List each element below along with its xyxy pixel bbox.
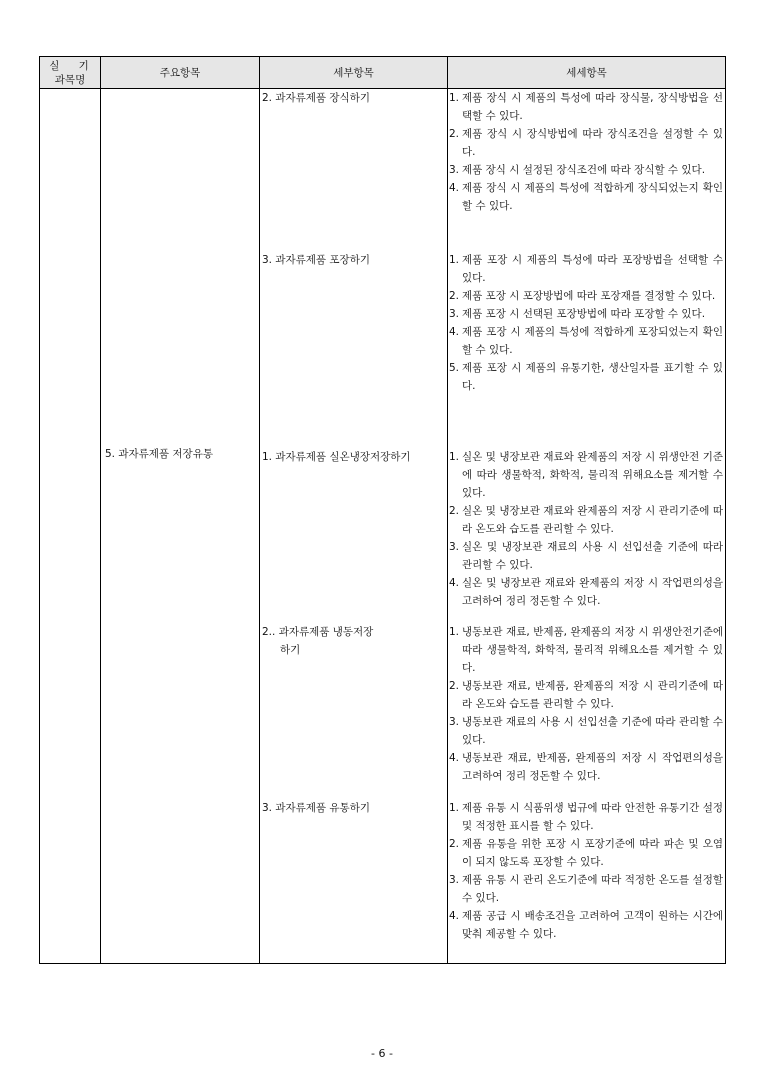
- detail-item: 3. 제품 유통 시 관리 온도기준에 따라 적정한 온도를 설정할 수 있다.: [449, 874, 723, 904]
- detail-item: 4. 실온 및 냉장보관 재료와 완제품의 저장 시 작업편의성을 고려하여 정리 정돈할 수 있다.: [449, 577, 723, 607]
- detail-group: [448, 623, 725, 785]
- detail-item: 5. 제품 포장 시 제품의 유통기한, 생산일자를 표기할 수 있다.: [449, 362, 723, 392]
- header-subject-line2: 과목명: [54, 73, 86, 86]
- sub-item-label: 3. 과자류제품 포장하기: [262, 254, 370, 266]
- detail-item: 3. 제품 포장 시 선택된 포장방법에 따라 포장할 수 있다.: [449, 308, 706, 320]
- detail-item: 4. 제품 공급 시 배송조건을 고려하여 고객이 원하는 시간에 맞춰 제공할 수 있다.: [449, 910, 723, 940]
- header-subject-line1: 실 기: [49, 59, 97, 72]
- main-item-cell: [101, 89, 260, 964]
- sub-item-cell: [260, 89, 448, 964]
- detail-item: 1. 제품 유통 시 식품위생 법규에 따라 안전한 유통기간 설정 및 적정한 표시를 할 수 있다.: [449, 802, 723, 832]
- sub-item: [262, 251, 370, 269]
- header-detail-item: 세세항목: [448, 57, 726, 89]
- detail-item-cell: [448, 89, 726, 964]
- detail-item: 3. 냉동보관 재료의 사용 시 선입선출 기준에 따라 관리할 수 있다.: [449, 716, 723, 746]
- detail-item: 4. 냉동보관 재료, 반제품, 완제품의 저장 시 작업편의성을 고려하여 정리 정돈할 수 있다.: [449, 752, 723, 782]
- detail-item: 1. 실온 및 냉장보관 재료와 완제품의 저장 시 위생안전 기준에 따라 생물학적, 화학적, 물리적 위해요소를 제거할 수 있다.: [449, 451, 723, 499]
- sub-item-label: 3. 과자류제품 유통하기: [262, 802, 370, 814]
- sub-item: [262, 89, 370, 107]
- detail-group: [448, 251, 725, 395]
- detail-item: 2. 제품 유통을 위한 포장 시 포장기준에 따라 파손 및 오염이 되지 않도록 포장할 수 있다.: [449, 838, 723, 868]
- sub-item: [262, 623, 373, 659]
- main-item: 5. 과자류제품 저장유통: [105, 448, 213, 460]
- detail-item: 1. 제품 포장 시 제품의 특성에 따라 포장방법을 선택할 수 있다.: [449, 254, 723, 284]
- page-number: - 6 -: [371, 1047, 393, 1060]
- body-row: [40, 89, 726, 964]
- detail-item: 1. 냉동보관 재료, 반제품, 완제품의 저장 시 위생안전기준에 따라 생물학적, 화학적, 물리적 위해요소를 제거할 수 있다.: [449, 626, 723, 674]
- detail-group: [448, 799, 725, 943]
- detail-item: 1. 제품 장식 시 제품의 특성에 따라 장식물, 장식방법을 선택할 수 있다.: [449, 92, 723, 122]
- detail-item: 3. 실온 및 냉장보관 재료의 사용 시 선입선출 기준에 따라 관리할 수 있다.: [449, 541, 723, 571]
- detail-group: [448, 448, 725, 610]
- detail-item: 3. 제품 장식 시 설정된 장식조건에 따라 장식할 수 있다.: [449, 164, 706, 176]
- spec-table: [39, 56, 726, 964]
- detail-item: 4. 제품 포장 시 제품의 특성에 적합하게 포장되었는지 확인할 수 있다.: [449, 326, 723, 356]
- sub-item-label: 1. 과자류제품 실온냉장저장하기: [262, 451, 411, 463]
- header-sub-item: 세부항목: [260, 57, 448, 89]
- header-main-item: 주요항목: [101, 57, 260, 89]
- detail-item: 2. 냉동보관 재료, 반제품, 완제품의 저장 시 관리기준에 따라 온도와 습도를 관리할 수 있다.: [449, 680, 723, 710]
- header-row: [40, 57, 726, 89]
- sub-item-label: 2. 과자류제품 장식하기: [262, 92, 370, 104]
- header-subject: [40, 57, 101, 89]
- detail-item: 2. 제품 장식 시 장식방법에 따라 장식조건을 설정할 수 있다.: [449, 128, 723, 158]
- detail-item: 4. 제품 장식 시 제품의 특성에 적합하게 장식되었는지 확인할 수 있다.: [449, 182, 723, 212]
- sub-item: [262, 799, 370, 817]
- sub-item-label-cont: 하기: [280, 644, 301, 656]
- detail-group: [448, 89, 725, 215]
- sub-item-label: 2.. 과자류제품 냉동저장: [262, 626, 374, 638]
- detail-item: 2. 실온 및 냉장보관 재료와 완제품의 저장 시 관리기준에 따라 온도와 습도를 관리할 수 있다.: [449, 505, 723, 535]
- detail-item: 2. 제품 포장 시 포장방법에 따라 포장재를 결정할 수 있다.: [449, 290, 716, 302]
- subject-cell: [40, 89, 101, 964]
- sub-item: [262, 448, 411, 466]
